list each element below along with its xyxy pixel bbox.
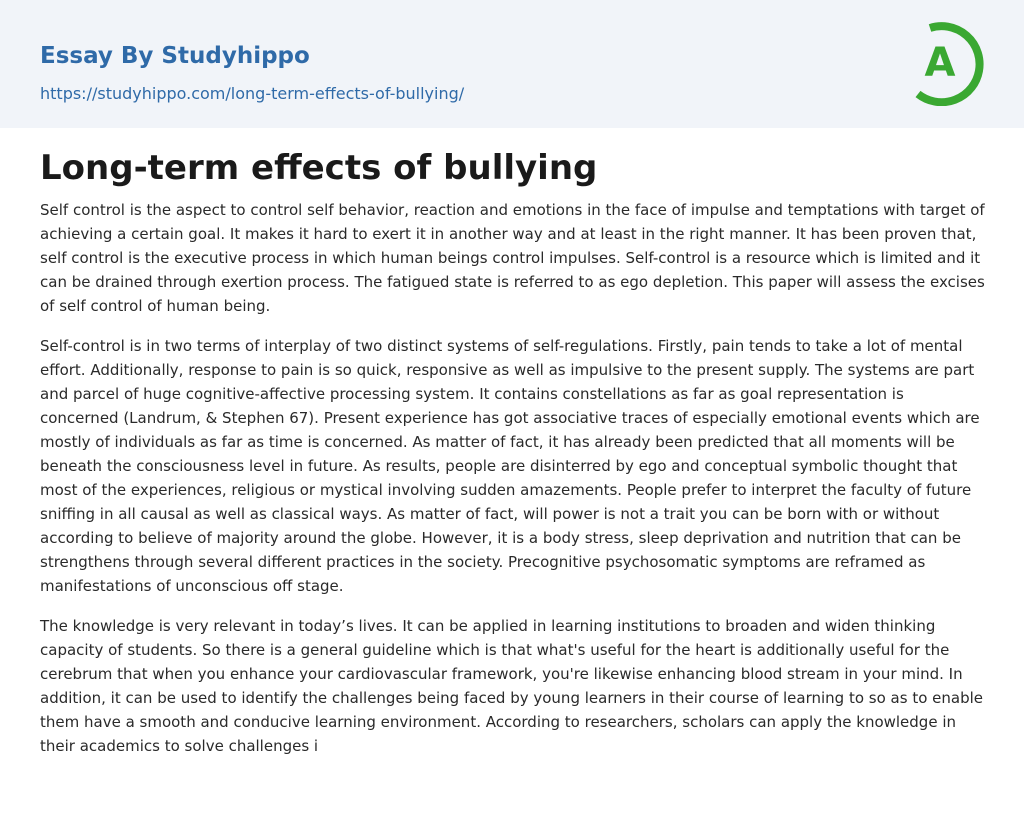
logo-letter: A [924, 40, 956, 86]
logo-svg [910, 18, 988, 106]
studyhippo-logo-icon[interactable] [910, 18, 988, 106]
article-paragraph: The knowledge is very relevant in today’s lives. It can be applied in learning institutions to broaden and widen thinking capacity of students. So there is a general guideline which is that what's useful for the heart is additionally useful for the cerebrum that when you enhance your cardiovascular framework, you're likewise enhancing blood stream in your mind. In addition, it can be used to identify the challenges being faced by young learners in their course of learning to so as to enable them have a smooth and conducive learning environment. According to researchers, scholars can apply the knowledge in their academics to solve challenges i [40, 617, 984, 755]
article-title: Long-term effects of bullying [40, 148, 598, 188]
page-header [0, 0, 1024, 128]
article-paragraph: Self-control is in two terms of interplay of two distinct systems of self-regulations. Firstly, pain tends to take a lot of mental effort. Additionally, response to pain is so quick, responsive as well as impulsive to the present supply. The systems are part and parcel of huge cognitive-affective processing system. It contains constellations as far as goal representation is concerned (Landrum, & Stephen 67). Present experience has got associative traces of especially emotional events which are mostly of individuals as far as time is concerned. As matter of fact, it has already been predicted that all moments will be beneath the consciousness level in future. As results, people are disinterred by ego and conceptual symbolic thought that most of the experiences, religious or mystical involving sudden amazements. People prefer to interpret the faculty of future sniffing in all causal as well as classical ways. As matter of fact, will power is not a trait you can be born with or without according to believe of majority around the globe. However, it is a body stress, sleep deprivation and nutrition that can be strengthens through several different practices in the society. Precognitive psychosomatic symptoms are reframed as manifestations of unconscious off stage. [40, 337, 980, 595]
article-content [40, 144, 986, 774]
site-brand[interactable]: Essay By Studyhippo [40, 43, 310, 69]
essay-url-link[interactable]: https://studyhippo.com/long-term-effects-of-bullying/ [40, 84, 465, 103]
article-paragraph: Self control is the aspect to control self behavior, reaction and emotions in the face of impulse and temptations with target of achieving a certain goal. It makes it hard to exert it in another way and at least in the right manner. It has been proven that, self control is the executive process in which human beings control impulses. Self-control is a resource which is limited and it can be drained through exertion process. The fatigued state is referred to as ego depletion. This paper will assess the excises of self control of human being. [40, 201, 985, 315]
